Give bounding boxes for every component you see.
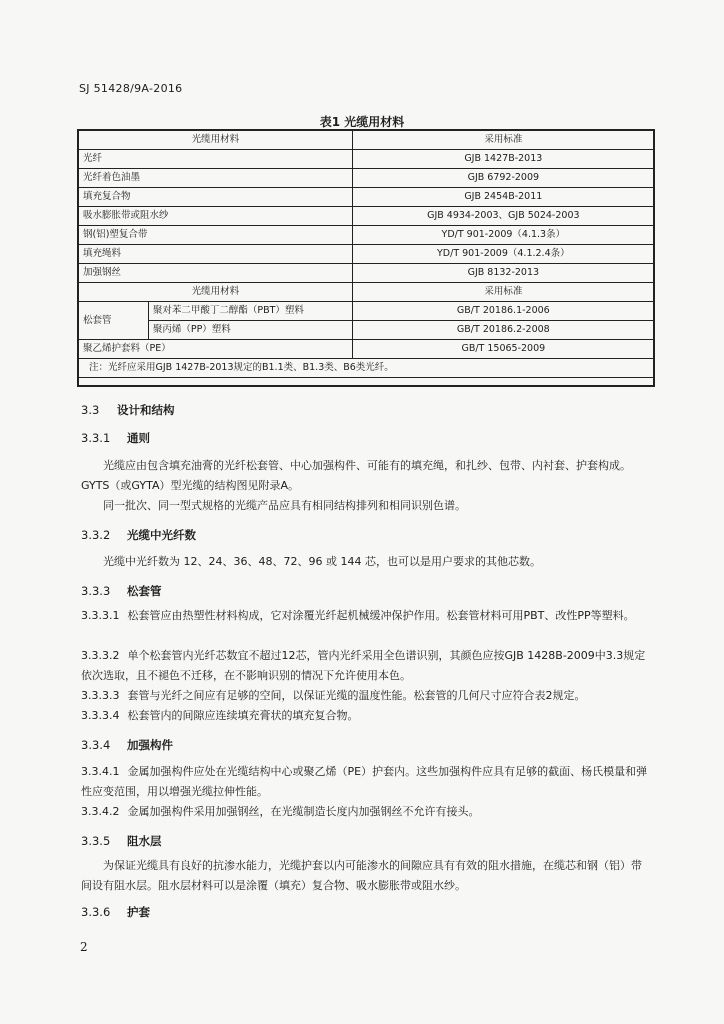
clause-3-3-3-4: 3.3.3.4 松套管内的间隙应连续填充膏状的填充复合物。: [81, 709, 359, 722]
subheader-material: 光缆用材料: [79, 283, 353, 302]
loose-tube-label: 松套管: [79, 302, 149, 340]
material-cell: 聚丙烯（PP）塑料: [148, 321, 352, 340]
section-heading-3-3-2: 3.3.2 光缆中光纤数: [81, 528, 196, 542]
paragraph-3-3-5: 为保证光缆具有良好的抗渗水能力，光缆护套以内可能渗水的间隙应具有有效的阻水措施，在缆芯和钢（铝）带间设有阻水层。阻水层材料可以是涂覆（填充）复合物、吸水膨胀带或阻水纱。: [81, 859, 642, 892]
material-cell: 吸水膨胀带或阻水纱: [79, 207, 353, 226]
section-heading-3-3-4: 3.3.4 加强构件: [81, 738, 173, 752]
standard-cell: GB/T 20186.2-2008: [352, 321, 654, 340]
standard-cell: GB/T 20186.1-2006: [352, 302, 654, 321]
material-cell: 聚乙烯护套料（PE）: [79, 340, 353, 359]
standard-cell: GJB 6792-2009: [352, 169, 654, 188]
paragraph-3-3-1-b: 同一批次、同一型式规格的光缆产品应具有相同结构排列和相同识别色谱。: [103, 499, 466, 512]
material-cell: 聚对苯二甲酸丁二醇酯（PBT）塑料: [148, 302, 352, 321]
paragraph-3-3-2: 光缆中光纤数为 12、24、36、48、72、96 或 144 芯，也可以是用户要求的其他芯数。: [103, 555, 541, 568]
header-standard: 采用标准: [352, 131, 654, 150]
material-cell: 填充绳料: [79, 245, 353, 264]
paragraph-3-3-1-a: 光缆应由包含填充油膏的光纤松套管、中心加强构件、可能有的填充绳，和扎纱、包带、内衬套、护套构成。GYTS（或GYTA）型光缆的结构图见附录A。: [81, 459, 631, 492]
table-row: [79, 226, 655, 245]
table-subheader-row: [79, 283, 655, 302]
table-row: [79, 321, 655, 340]
page-number: 2: [80, 940, 88, 954]
table-row: [79, 340, 655, 359]
standard-cell: GJB 1427B-2013: [352, 150, 654, 169]
section-heading-3-3: 3.3 设计和结构: [81, 403, 175, 417]
standard-cell: GJB 8132-2013: [352, 264, 654, 283]
section-heading-3-3-5: 3.3.5 阻水层: [81, 834, 162, 848]
table-note: 注：光纤应采用GJB 1427B-2013规定的B1.1类、B1.3类、B6类光纤。: [79, 359, 655, 378]
standard-cell: GB/T 15065-2009: [352, 340, 654, 359]
materials-table: [78, 130, 655, 378]
material-cell: 光纤着色油墨: [79, 169, 353, 188]
material-cell: 加强钢丝: [79, 264, 353, 283]
standard-cell: GJB 4934-2003、GJB 5024-2003: [352, 207, 654, 226]
standard-code: SJ 51428/9A-2016: [79, 82, 183, 95]
table-row: [79, 150, 655, 169]
material-cell: 光纤: [79, 150, 353, 169]
subheader-standard: 采用标准: [352, 283, 654, 302]
standard-cell: GJB 2454B-2011: [352, 188, 654, 207]
table-row: [79, 264, 655, 283]
table-row: [79, 302, 655, 321]
clause-3-3-3-3: 3.3.3.3 套管与光纤之间应有足够的空间，以保证光缆的温度性能。松套管的几何尺寸应符合表2规定。: [81, 689, 586, 702]
table-title: 表1 光缆用材料: [319, 115, 405, 129]
header-material: 光缆用材料: [79, 131, 353, 150]
table-row: [79, 207, 655, 226]
section-heading-3-3-6: 3.3.6 护套: [81, 905, 150, 919]
clause-3-3-3-2: 3.3.3.2 单个松套管内光纤芯数宜不超过12芯，管内光纤采用全色谱识别，其颜色应按GJB 1428B-2009中3.3规定依次选取，且不褪色不迁移，在不影响识别的情况下允许使用本色。: [81, 649, 646, 682]
material-cell: 钢(铝)塑复合带: [79, 226, 353, 245]
section-heading-3-3-1: 3.3.1 通则: [81, 431, 150, 445]
table-row: [79, 188, 655, 207]
material-cell: 填充复合物: [79, 188, 353, 207]
standard-cell: YD/T 901-2009（4.1.2.4条）: [352, 245, 654, 264]
table-header-row: [79, 131, 655, 150]
clause-3-3-3-1: 3.3.3.1 松套管应由热塑性材料构成，它对涂覆光纤起机械缓冲保护作用。松套管材料可用PBT、改性PP等塑料。: [81, 609, 635, 622]
table-note-row: [79, 359, 655, 378]
table-row: [79, 169, 655, 188]
section-heading-3-3-3: 3.3.3 松套管: [81, 584, 162, 598]
standard-cell: YD/T 901-2009（4.1.3条）: [352, 226, 654, 245]
clause-3-3-4-1: 3.3.4.1 金属加强构件应处在光缆结构中心或聚乙烯（PE）护套内。这些加强构件应具有足够的截面、杨氏模量和弹性应变范围，用以增强光缆拉伸性能。: [81, 765, 648, 798]
clause-3-3-4-2: 3.3.4.2 金属加强构件采用加强钢丝，在光缆制造长度内加强钢丝不允许有接头。: [81, 805, 480, 818]
table-row: [79, 245, 655, 264]
